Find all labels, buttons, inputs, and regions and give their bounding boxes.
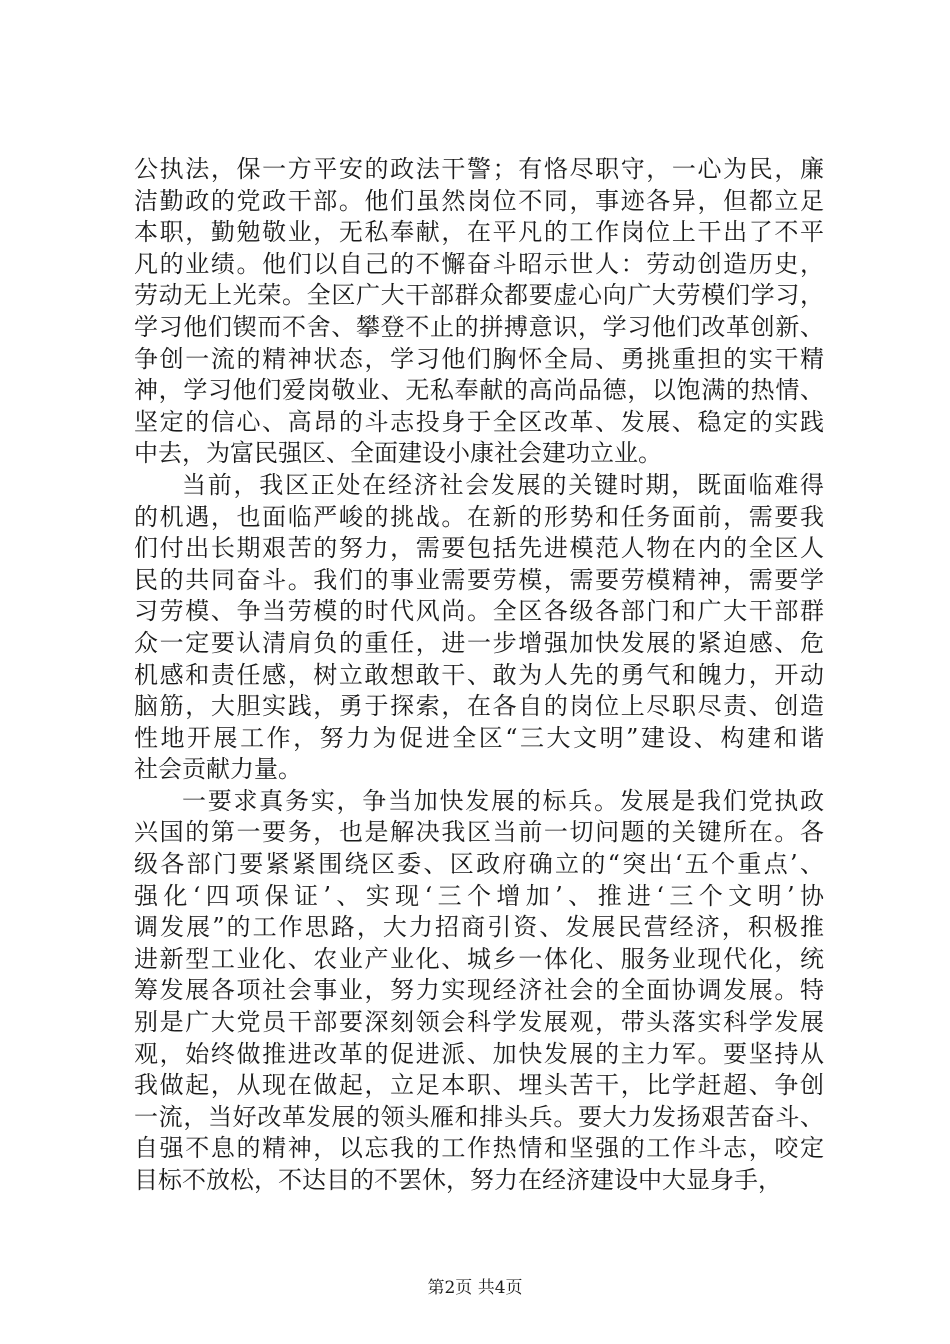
text-line: 一要求真务实，争当加快发展的标兵。发展是我们党执政 bbox=[182, 786, 824, 815]
text-line: 社会贡献力量。 bbox=[134, 755, 302, 784]
text-line: 众一定要认清肩负的重任，进一步增强加快发展的紧迫感、危 bbox=[134, 628, 824, 657]
text-line: 级各部门要紧紧围绕区委、区政府确立的“突出‘五个重点’、 bbox=[134, 850, 824, 879]
text-line: 洁勤政的党政干部。他们虽然岗位不同，事迹各异，但都立足 bbox=[134, 186, 824, 215]
text-line: 目标不放松，不达目的不罢休，努力在经济建设中大显身手， bbox=[134, 1166, 782, 1194]
text-line: 调发展”的工作思路，大力招商引资、发展民营经济，积极推 bbox=[134, 913, 824, 942]
text-line: 性地开展工作，努力为促进全区“三大文明”建设、构建和谐 bbox=[134, 723, 824, 752]
text-line: 们付出长期艰苦的努力，需要包括先进模范人物在内的全区人 bbox=[134, 534, 824, 563]
paragraph bbox=[134, 470, 824, 786]
text-line: 机感和责任感，树立敢想敢干、敢为人先的勇气和魄力，开动 bbox=[134, 660, 824, 689]
text-line: 兴国的第一要务，也是解决我区当前一切问题的关键所在。各 bbox=[134, 818, 824, 847]
text-line: 脑筋，大胆实践，勇于探索，在各自的岗位上尽职尽责、创造 bbox=[134, 692, 824, 721]
text-line: 神，学习他们爱岗敬业、无私奉献的高尚品德，以饱满的热情、 bbox=[134, 376, 824, 405]
text-line: 强化‘四项保证’、实现‘三个增加’、推进‘三个文明’协 bbox=[134, 881, 824, 910]
paragraph bbox=[134, 154, 824, 470]
paragraph bbox=[134, 786, 824, 1197]
text-line: 争创一流的精神状态，学习他们胸怀全局、勇挑重担的实干精 bbox=[134, 344, 824, 373]
text-line: 一流，当好改革发展的领头雁和排头兵。要大力发扬艰苦奋斗、 bbox=[134, 1102, 824, 1131]
text-line: 自强不息的精神，以忘我的工作热情和坚强的工作斗志，咬定 bbox=[134, 1134, 824, 1163]
text-line: 筹发展各项社会事业，努力实现经济社会的全面协调发展。特 bbox=[134, 976, 824, 1005]
body-text bbox=[134, 154, 824, 1197]
text-line: 本职，勤勉敬业，无私奉献，在平凡的工作岗位上干出了不平 bbox=[134, 218, 824, 247]
text-line: 公执法，保一方平安的政法干警；有恪尽职守，一心为民，廉 bbox=[134, 155, 824, 183]
text-line: 当前，我区正处在经济社会发展的关键时期，既面临难得 bbox=[182, 470, 824, 499]
text-line: 坚定的信心、高昂的斗志投身于全区改革、发展、稳定的实践 bbox=[134, 407, 824, 436]
page-footer: 第2页 共4页 bbox=[427, 1278, 523, 1298]
text-line: 学习他们锲而不舍、攀登不止的拼搏意识，学习他们改革创新、 bbox=[134, 312, 824, 341]
text-line: 的机遇，也面临严峻的挑战。在新的形势和任务面前，需要我 bbox=[134, 502, 824, 531]
text-line: 习劳模、争当劳模的时代风尚。全区各级各部门和广大干部群 bbox=[134, 597, 824, 626]
text-line: 中去，为富民强区、全面建设小康社会建功立业。 bbox=[134, 439, 662, 468]
text-line: 民的共同奋斗。我们的事业需要劳模，需要劳模精神，需要学 bbox=[134, 565, 824, 594]
text-line: 劳动无上光荣。全区广大干部群众都要虚心向广大劳模们学习， bbox=[134, 281, 824, 310]
text-line: 凡的业绩。他们以自己的不懈奋斗昭示世人：劳动创造历史， bbox=[134, 249, 824, 278]
text-line: 观，始终做推进改革的促进派、加快发展的主力军。要坚持从 bbox=[134, 1039, 824, 1068]
text-line: 进新型工业化、农业产业化、城乡一体化、服务业现代化，统 bbox=[134, 944, 824, 973]
text-line: 我做起，从现在做起，立足本职、埋头苦干，比学赶超、争创 bbox=[134, 1071, 824, 1100]
text-line: 别是广大党员干部要深刻领会科学发展观，带头落实科学发展 bbox=[134, 1008, 824, 1037]
